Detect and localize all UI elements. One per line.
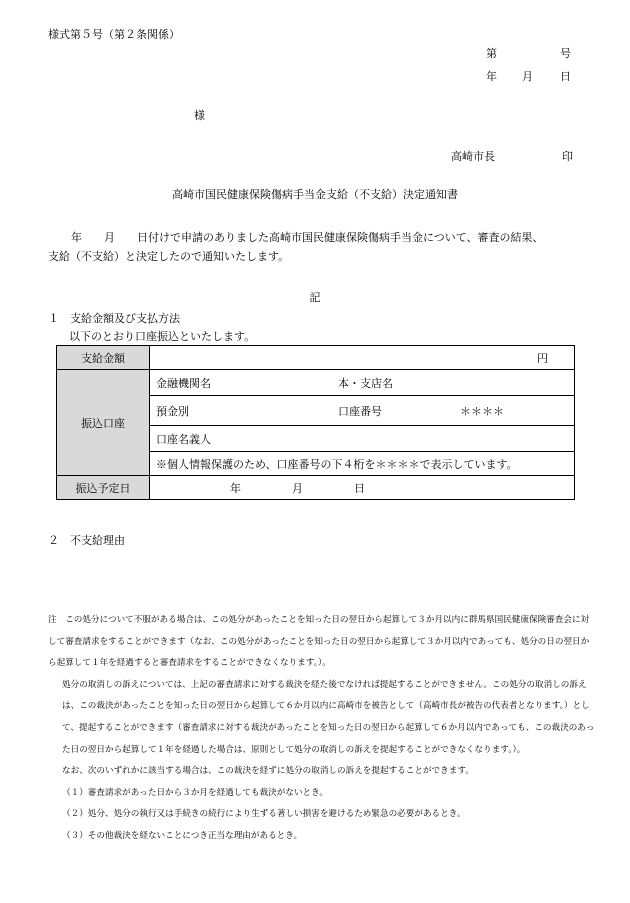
deposit-type-label: 預金別 [156,404,189,418]
holder-label: 口座名義人 [150,426,575,452]
section1-heading: １ 支給金額及び支払方法 [48,312,180,325]
account-label: 振込口座 [57,370,150,476]
bank-row [57,370,575,396]
note-paragraph-3: なお、次のいずれかに該当する場合は、この裁決を経ずに処分の取消しの訴えを提起することができます。 [62,766,474,777]
amount-row [57,346,575,370]
ki-heading: 記 [309,291,321,304]
transfer-year: 年 [230,481,241,495]
form-number: 様式第５号（第２条関係） [48,28,180,41]
transfer-month: 月 [292,481,303,495]
notes-block [48,610,596,848]
payment-table [56,345,575,500]
amount-unit: 円 [150,346,575,370]
body-line-2: 支給（不支給）と決定したので通知いたします。 [48,250,290,263]
seal-mark: 印 [562,150,573,163]
number-suffix: 号 [560,47,571,60]
transfer-date-row [57,476,575,500]
account-number-label: 口座番号 [338,404,382,418]
transfer-date-label: 振込予定日 [57,476,150,500]
note-paragraph-2: 処分の取消しの訴えについては、上記の審査請求に対する裁決を経た後でなければ提起することができません。この処分の取消しの訴えは、この裁決があったことを知った日の翌日から起算して６か月以内に高崎市を被告として（高崎市長が被告の代表者となります。）として、提起することができます（審査請求に対する裁決があったことを知った日の翌日から起算して６か月以内であっても、この裁決のあった日の翌日から起算して１年を経過した場合は、原則として処分の取消しの訴えを提起することができなくなります。）。 [62,679,595,755]
bank-cell [150,370,575,396]
deposit-cell [150,396,575,426]
note-item-3: （３）その他裁決を経ないことにつき正当な理由があるとき。 [62,830,303,841]
date-year: 年 [486,70,497,83]
bank-label: 金融機関名 [156,376,211,390]
date-day: 日 [560,70,571,83]
note-paragraph-1: 注 この処分について不服がある場合は、この処分があったことを知った日の翌日から起算して３か月以内に群馬県国民健康保険審査会に対して審査請求をすることができます（なお、この処分があったことを知った日の翌日から起算して３か月以内であっても、処分の日の翌日から起算して１年を経過すると審査請求をすることができなくなります。）。 [48,615,590,669]
addressee: 様 [194,109,205,122]
document-title: 高崎市国民健康保険傷病手当金支給（不支給）決定通知書 [172,188,458,201]
section2-heading: ２ 不支給理由 [48,534,125,547]
transfer-date-cell [150,476,575,500]
privacy-note: ※個人情報保護のため、口座番号の下４桁を＊＊＊＊で表示しています。 [150,452,575,476]
sender: 高崎市長 [451,150,495,163]
number-prefix: 第 [486,47,497,60]
note-item-1: （１）審査請求があった日から３か月を経過しても裁決がないとき。 [62,787,328,798]
transfer-day: 日 [354,481,365,495]
section1-subtext: 以下のとおり口座振込といたします。 [69,330,256,343]
body-line-1: 年 月 日付けで申請のありました高崎市国民健康保険傷病手当金について、審査の結果、 [71,231,544,244]
amount-label: 支給金額 [57,346,150,370]
account-number-mask: ＊＊＊＊ [460,404,504,418]
note-item-2: （２）処分、処分の執行又は手続きの続行により生ずる著しい損害を避けるため緊急の必要があるとき。 [62,809,466,820]
branch-label: 本・支店名 [338,376,393,390]
date-month: 月 [522,70,533,83]
